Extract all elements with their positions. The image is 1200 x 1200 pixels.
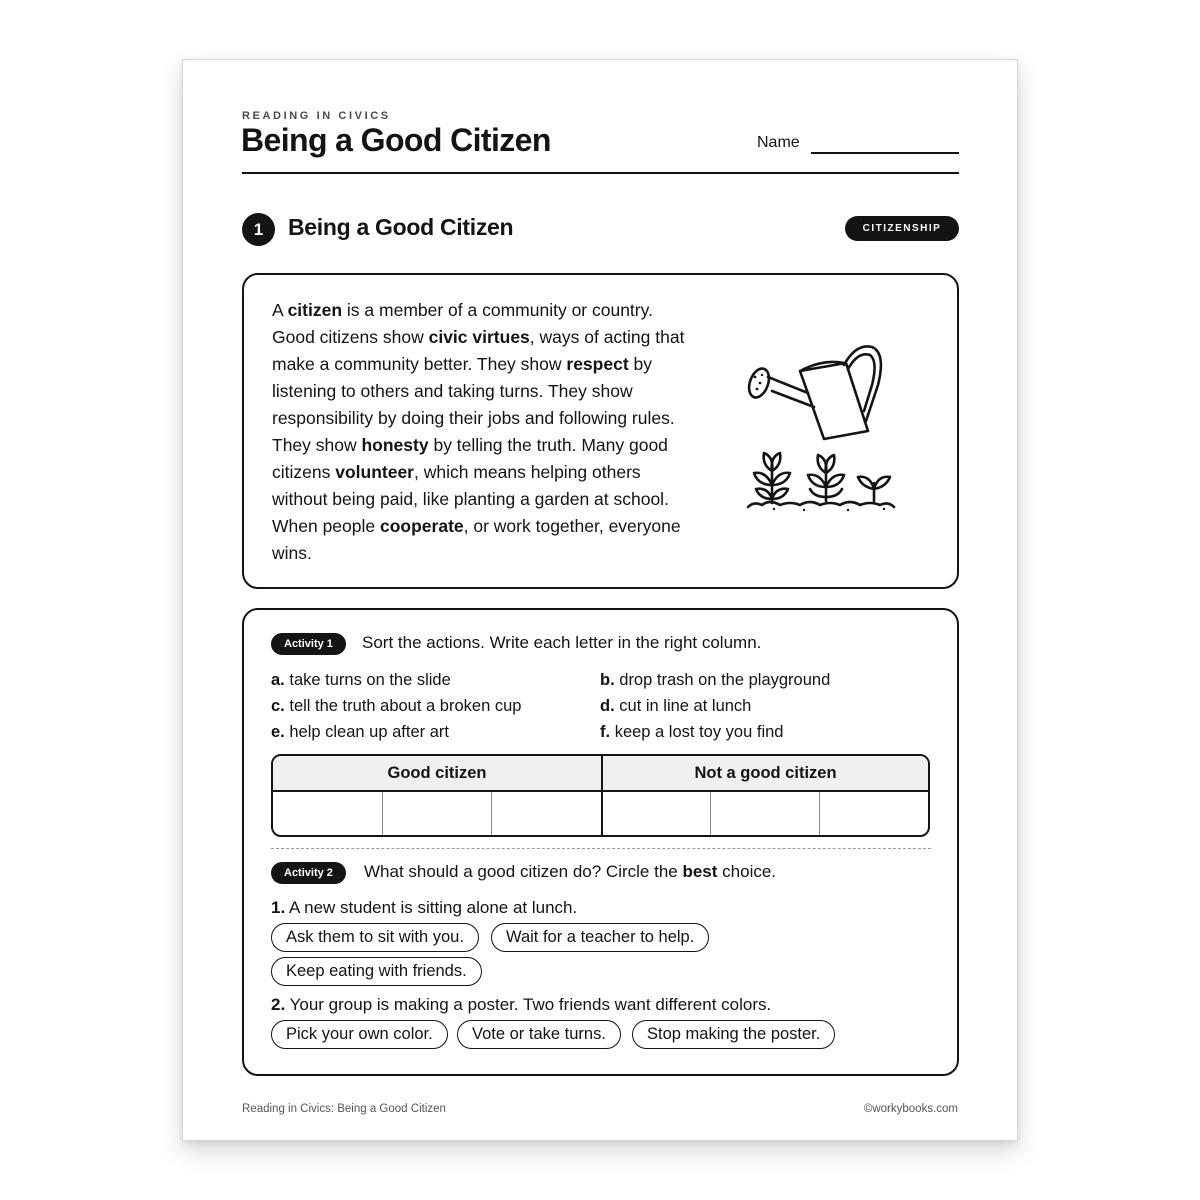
- question-text: Your group is making a poster. Two friends want different colors.: [289, 995, 772, 1014]
- answer-cell[interactable]: [603, 792, 710, 837]
- answer-cell[interactable]: [492, 792, 601, 837]
- vocab-term: civic virtues: [428, 327, 530, 347]
- choice-wait-teacher[interactable]: Wait for a teacher to help.: [491, 923, 709, 952]
- vocab-term: honesty: [361, 435, 429, 455]
- name-label: Name: [757, 134, 800, 151]
- option-b: [600, 671, 830, 690]
- activities-box: [242, 608, 959, 1076]
- question-number: 2.: [271, 995, 286, 1014]
- answer-cell[interactable]: [273, 792, 382, 837]
- passage-text: , ways of acting that make a community better. They show: [272, 327, 685, 374]
- passage-text: A: [272, 300, 288, 320]
- column-header-not-good: Not a good citizen: [601, 756, 928, 792]
- choice-vote[interactable]: Vote or take turns.: [457, 1020, 621, 1049]
- option-text: cut in line at lunch: [619, 697, 752, 715]
- choice-keep-eating[interactable]: Keep eating with friends.: [271, 957, 482, 986]
- answer-cell[interactable]: [820, 792, 928, 837]
- question-number: 1.: [271, 898, 286, 917]
- page-title: Being a Good Citizen: [241, 122, 551, 158]
- vocab-term: respect: [566, 354, 629, 374]
- choice-ask-them[interactable]: Ask them to sit with you.: [271, 923, 479, 952]
- reading-passage: [272, 297, 692, 567]
- passage-text: by telling the truth. Many good citizens: [272, 435, 668, 482]
- answer-cell[interactable]: [383, 792, 491, 837]
- question-1: [271, 898, 577, 918]
- option-text: keep a lost toy you find: [614, 723, 784, 741]
- instruction-text: What should a good citizen do? Circle the: [364, 862, 683, 881]
- worksheet-page: [182, 59, 1018, 1141]
- question-2: [271, 995, 771, 1015]
- instruction-emphasis: best: [682, 862, 718, 881]
- activity-2-instruction: [364, 862, 776, 882]
- option-d: [600, 697, 751, 716]
- option-e: [271, 723, 449, 742]
- passage-text: , which means helping others without being paid, like planting a garden at school. When people: [272, 462, 669, 536]
- vocab-term: cooperate: [380, 516, 464, 536]
- option-text: take turns on the slide: [289, 671, 451, 689]
- option-letter: b.: [600, 671, 615, 689]
- footer-copyright: ©workybooks.com: [863, 1103, 958, 1115]
- activity-1-instruction: Sort the actions. Write each letter in the right column.: [362, 633, 762, 652]
- option-c: [271, 697, 521, 716]
- option-letter: f.: [600, 723, 611, 741]
- option-letter: d.: [600, 697, 615, 715]
- option-f: [600, 723, 783, 742]
- activity-1-badge: Activity 1: [271, 633, 346, 655]
- series-label: READING IN CIVICS: [242, 110, 391, 122]
- passage-text: is a member of a community or country. Good citizens show: [272, 300, 653, 347]
- column-header-good: Good citizen: [273, 756, 601, 792]
- option-text: drop trash on the playground: [619, 671, 831, 689]
- activity-divider: [271, 848, 931, 849]
- sort-table: [271, 754, 930, 837]
- option-letter: e.: [271, 723, 285, 741]
- answer-cell[interactable]: [711, 792, 819, 837]
- option-a: [271, 671, 451, 690]
- option-text: tell the truth about a broken cup: [289, 697, 522, 715]
- watering-can-icon: [744, 335, 904, 525]
- instruction-text: choice.: [717, 862, 777, 881]
- section-title: Being a Good Citizen: [288, 214, 514, 240]
- passage-text: , or work together, everyone wins.: [272, 516, 681, 563]
- question-text: A new student is sitting alone at lunch.: [288, 898, 578, 917]
- option-letter: a.: [271, 671, 285, 689]
- choice-stop[interactable]: Stop making the poster.: [632, 1020, 835, 1049]
- vocab-term: volunteer: [335, 462, 414, 482]
- footer-title: Reading in Civics: Being a Good Citizen: [242, 1103, 446, 1115]
- activity-2-badge: Activity 2: [271, 862, 346, 884]
- reading-box: [242, 273, 959, 589]
- topic-tag: CITIZENSHIP: [845, 216, 959, 241]
- section-number-badge: 1: [242, 213, 275, 246]
- option-text: help clean up after art: [289, 723, 449, 741]
- option-letter: c.: [271, 697, 285, 715]
- header-divider: [242, 172, 959, 174]
- passage-text: by listening to others and taking turns. They show responsibility by doing their jobs and following rules. They show: [272, 354, 675, 455]
- vocab-term: citizen: [287, 300, 343, 320]
- choice-pick-own[interactable]: Pick your own color.: [271, 1020, 448, 1049]
- name-field[interactable]: [811, 152, 959, 154]
